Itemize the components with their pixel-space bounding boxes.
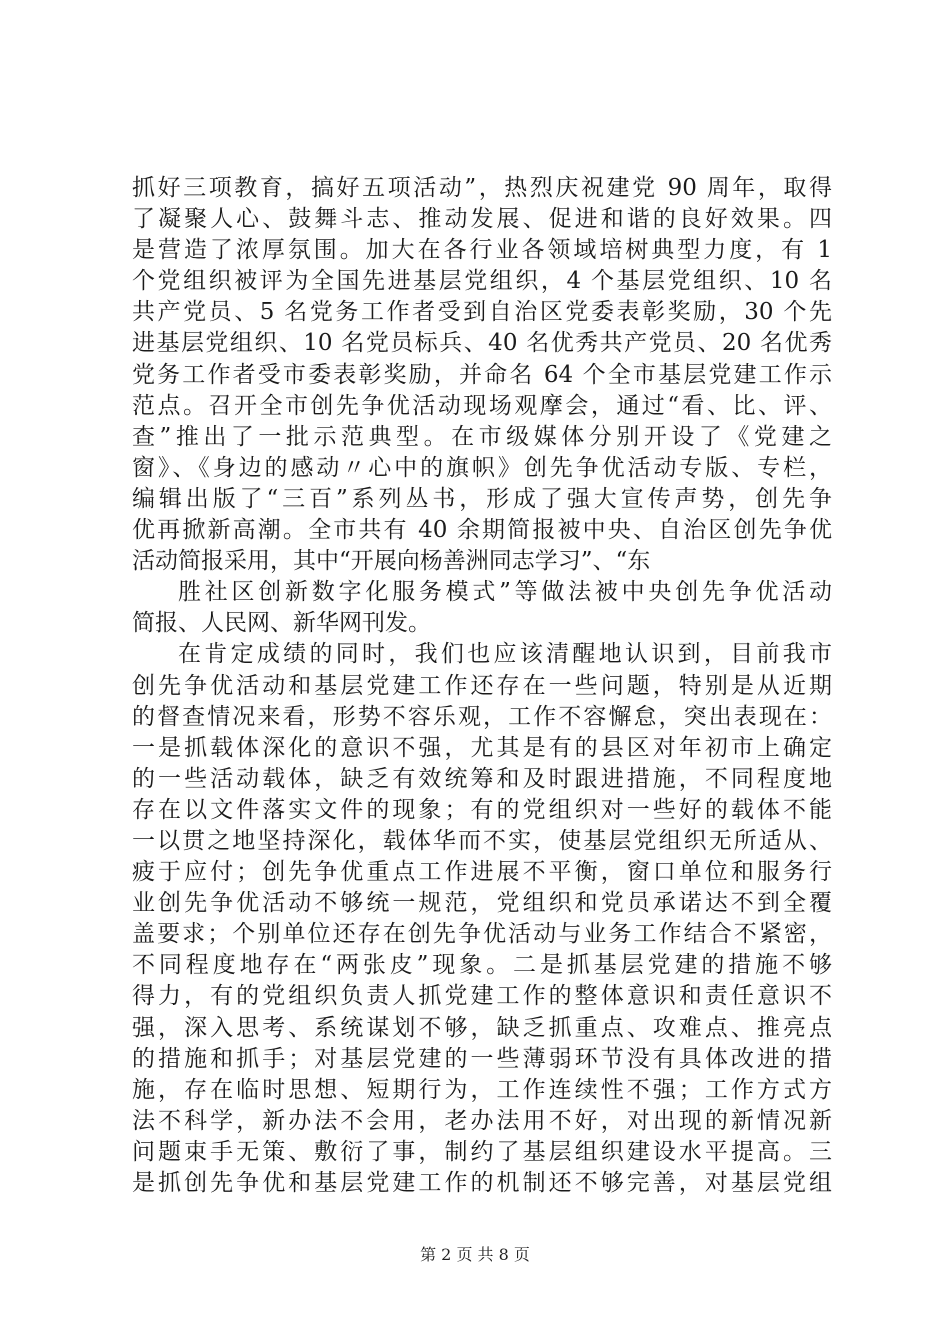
text-line: 存在以文件落实文件的现象；有的党组织对一些好的载体不能 — [132, 796, 832, 823]
text-line: 的措施和抓手；对基层党建的一些薄弱环节没有具体改进的措 — [132, 1045, 832, 1072]
text-line: 盖要求；个别单位还存在创先争优活动与业务工作结合不紧密， — [132, 921, 832, 948]
text-line: 编辑出版了“三百”系列丛书，形成了强大宣传声势，创先争 — [132, 485, 832, 512]
text-line: 优再掀新高潮。全市共有 40 余期简报被中央、自治区创先争优 — [132, 517, 832, 544]
text-line: 的督查情况来看，形势不容乐观，工作不容懈怠，突出表现在： — [132, 703, 832, 730]
text-line: 活动简报采用，其中“开展向杨善洲同志学习”、“东 — [132, 548, 651, 575]
text-line: 范点。召开全市创先争优活动现场观摩会，通过“看、比、评、 — [132, 392, 832, 419]
text-line: 的一些活动载体，缺乏有效统筹和及时跟进措施，不同程度地 — [132, 765, 832, 792]
text-line: 共产党员、5 名党务工作者受到自治区党委表彰奖励，30 个先 — [132, 299, 832, 326]
page-number-footer: 第 2 页 共 8 页 — [420, 1245, 530, 1264]
text-line: 一是抓载体深化的意识不强，尤其是有的县区对年初市上确定 — [132, 734, 832, 761]
text-line: 疲于应付；创先争优重点工作进展不平衡，窗口单位和服务行 — [132, 859, 832, 886]
text-line: 抓好三项教育，搞好五项活动”，热烈庆祝建党 90 周年，取得 — [132, 175, 832, 201]
paragraph-start-line: 在肯定成绩的同时，我们也应该清醒地认识到，目前我市 — [178, 641, 832, 668]
text-line: 查”推出了一批示范典型。在市级媒体分别开设了《党建之 — [132, 423, 832, 450]
text-line: 业创先争优活动不够统一规范，党组织和党员承诺达不到全覆 — [132, 890, 832, 917]
text-line: 进基层党组织、10 名党员标兵、40 名优秀共产党员、20 名优秀 — [132, 330, 832, 357]
text-line: 得力，有的党组织负责人抓党建工作的整体意识和责任意识不 — [132, 983, 832, 1010]
text-line: 是营造了浓厚氛围。加大在各行业各领域培树典型力度，有 1 — [132, 237, 832, 264]
text-line: 法不科学，新办法不会用，老办法用不好，对出现的新情况新 — [132, 1107, 832, 1134]
text-line: 一以贯之地坚持深化，载体华而不实，使基层党组织无所适从、 — [132, 827, 832, 854]
text-line: 是抓创先争优和基层党建工作的机制还不够完善，对基层党组 — [132, 1170, 832, 1196]
text-line: 创先争优活动和基层党建工作还存在一些问题，特别是从近期 — [132, 672, 832, 699]
text-line: 了凝聚人心、鼓舞斗志、推动发展、促进和谐的良好效果。四 — [132, 206, 832, 233]
text-line: 个党组织被评为全国先进基层党组织，4 个基层党组织、10 名 — [132, 268, 832, 295]
text-line: 强，深入思考、系统谋划不够，缺乏抓重点、攻难点、推亮点 — [132, 1014, 832, 1041]
text-line: 问题束手无策、敷衍了事，制约了基层组织建设水平提高。三 — [132, 1138, 832, 1165]
text-line: 党务工作者受市委表彰奖励，并命名 64 个全市基层党建工作示 — [132, 361, 832, 388]
text-line: 不同程度地存在“两张皮”现象。二是抓基层党建的措施不够 — [132, 952, 832, 979]
text-line: 胜社区创新数字化服务模式”等做法被中央创先争优活动 — [178, 579, 832, 606]
text-line: 施，存在临时思想、短期行为，工作连续性不强；工作方式方 — [132, 1076, 832, 1103]
text-line: 简报、人民网、新华网刊发。 — [132, 610, 431, 637]
document-body — [132, 173, 832, 1199]
text-line: 窗》、《身边的感动〃心中的旗帜》创先争优活动专版、专栏， — [132, 454, 832, 481]
